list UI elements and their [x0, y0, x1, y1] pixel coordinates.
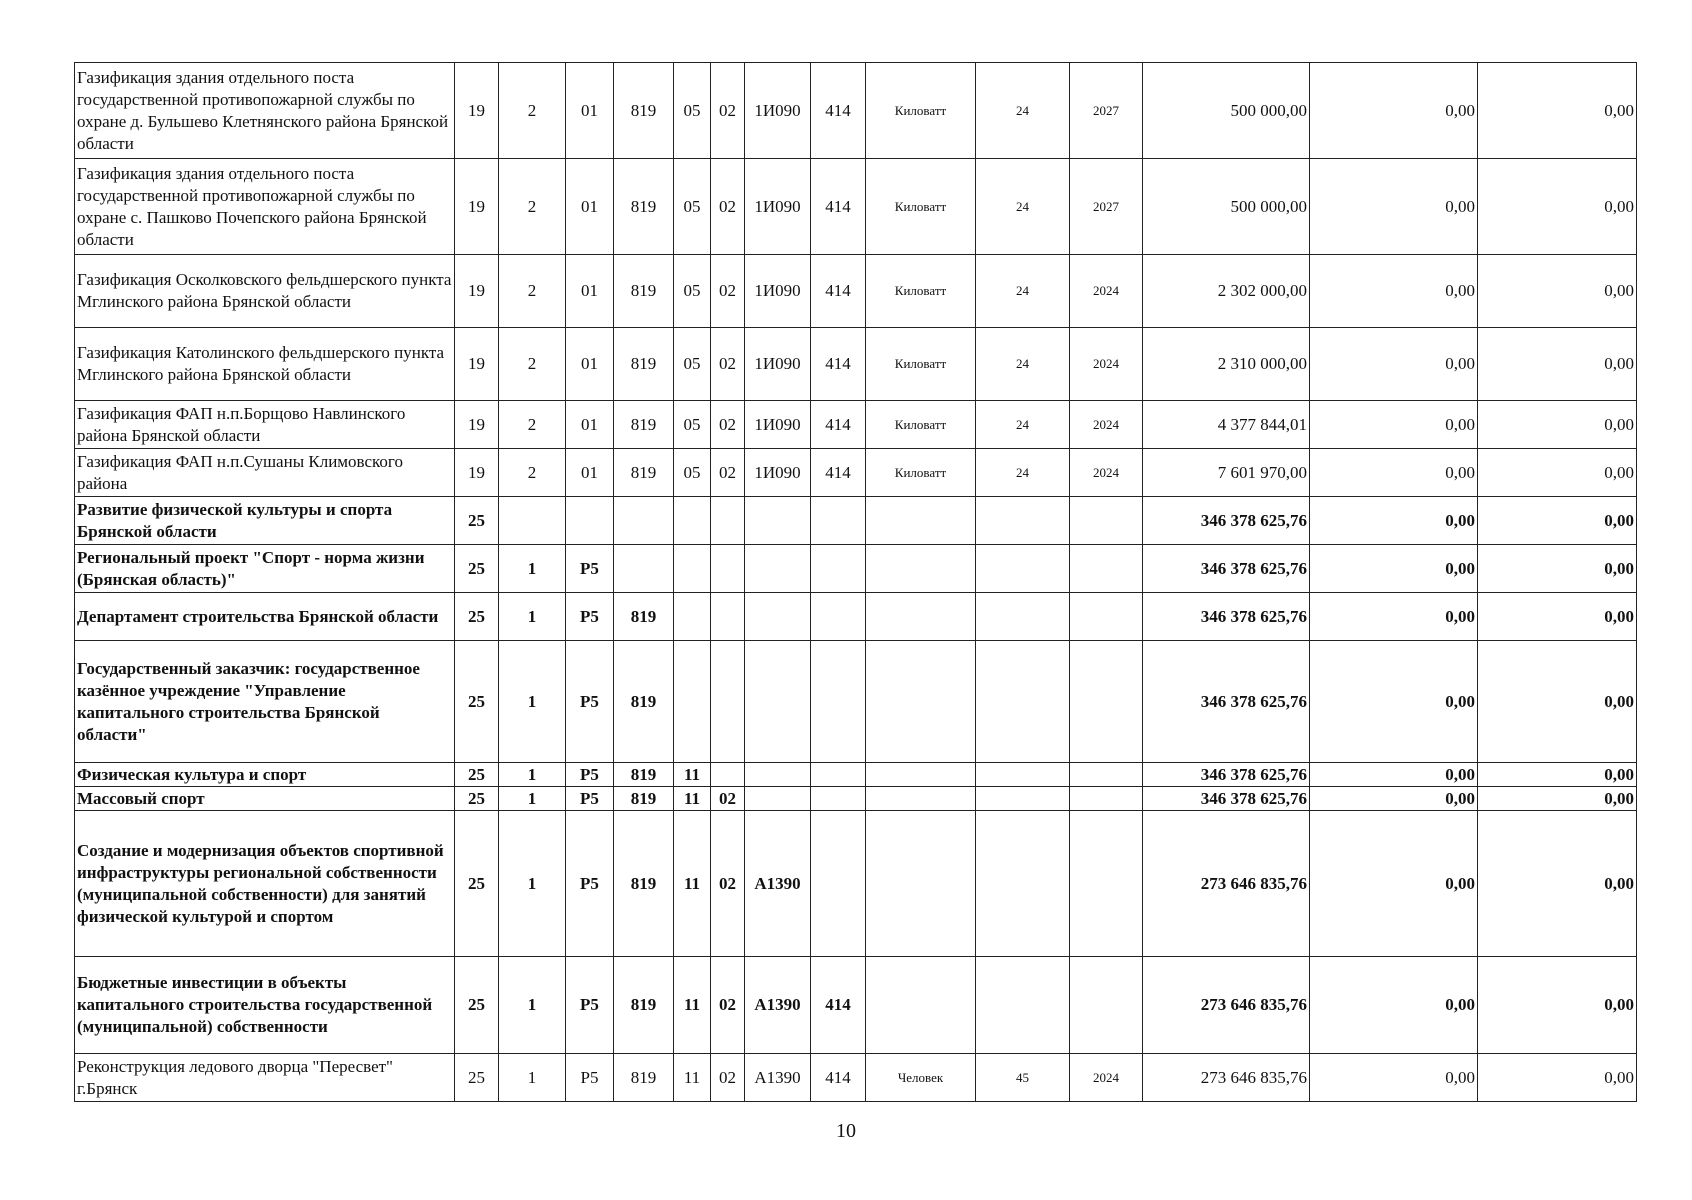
cell-code-expense-type: 414 — [811, 401, 866, 449]
cell-amount-year-3: 0,00 — [1478, 449, 1637, 497]
cell-amount-year-3: 0,00 — [1478, 811, 1637, 957]
cell-item-name: Региональный проект "Спорт - норма жизни (Брянская область)" — [75, 545, 455, 593]
cell-code-ministry: 819 — [614, 1054, 674, 1102]
cell-amount-year-1: 346 378 625,76 — [1143, 641, 1310, 763]
cell-code-subprogram: 1 — [499, 545, 566, 593]
cell-code-subprogram — [499, 497, 566, 545]
cell-unit — [866, 497, 976, 545]
cell-amount-year-1: 346 378 625,76 — [1143, 497, 1310, 545]
cell-code-section: 05 — [674, 449, 711, 497]
cell-code-target — [745, 641, 811, 763]
cell-code-project — [566, 497, 614, 545]
cell-amount-year-2: 0,00 — [1310, 497, 1478, 545]
table-row — [75, 159, 1637, 255]
cell-amount-year-3: 0,00 — [1478, 641, 1637, 763]
table-row — [75, 957, 1637, 1054]
cell-code-section: 05 — [674, 255, 711, 328]
cell-code-expense-type: 414 — [811, 1054, 866, 1102]
cell-code-expense-type — [811, 545, 866, 593]
cell-amount-year-1: 273 646 835,76 — [1143, 811, 1310, 957]
cell-amount-year-3: 0,00 — [1478, 1054, 1637, 1102]
cell-unit — [866, 545, 976, 593]
cell-amount-year-1: 500 000,00 — [1143, 63, 1310, 159]
table-row — [75, 763, 1637, 787]
cell-code-target — [745, 593, 811, 641]
cell-amount-year-2: 0,00 — [1310, 159, 1478, 255]
cell-code-ministry: 819 — [614, 255, 674, 328]
cell-year: 2024 — [1070, 255, 1143, 328]
cell-code-subsection: 02 — [711, 957, 745, 1054]
cell-code-program: 25 — [455, 787, 499, 811]
cell-code-program: 25 — [455, 497, 499, 545]
cell-code-ministry: 819 — [614, 63, 674, 159]
cell-code-ministry: 819 — [614, 401, 674, 449]
cell-code-expense-type: 414 — [811, 159, 866, 255]
cell-code-program: 25 — [455, 545, 499, 593]
cell-code-expense-type: 414 — [811, 63, 866, 159]
cell-code-program: 25 — [455, 763, 499, 787]
cell-amount-year-1: 273 646 835,76 — [1143, 957, 1310, 1054]
cell-code-subprogram: 1 — [499, 957, 566, 1054]
cell-unit: Киловатт — [866, 449, 976, 497]
cell-unit: Человек — [866, 1054, 976, 1102]
cell-year — [1070, 641, 1143, 763]
cell-amount-year-1: 273 646 835,76 — [1143, 1054, 1310, 1102]
cell-code-ministry: 819 — [614, 449, 674, 497]
cell-code-subsection: 02 — [711, 1054, 745, 1102]
cell-code-subsection: 02 — [711, 811, 745, 957]
cell-item-name: Газификация Католинского фельдшерского пункта Мглинского района Брянской области — [75, 328, 455, 401]
cell-code-program: 19 — [455, 63, 499, 159]
cell-capacity — [976, 641, 1070, 763]
cell-year — [1070, 811, 1143, 957]
cell-code-target: 1И090 — [745, 449, 811, 497]
cell-code-target: А1390 — [745, 957, 811, 1054]
cell-code-ministry: 819 — [614, 593, 674, 641]
cell-code-program: 19 — [455, 159, 499, 255]
cell-code-subprogram: 1 — [499, 641, 566, 763]
cell-code-project: 01 — [566, 255, 614, 328]
cell-capacity: 24 — [976, 255, 1070, 328]
table-body — [75, 63, 1637, 1102]
cell-item-name: Газификация здания отдельного поста государственной противопожарной службы по охране с. Пашково Почепского района Брянской области — [75, 159, 455, 255]
cell-code-ministry: 819 — [614, 811, 674, 957]
cell-code-expense-type: 414 — [811, 957, 866, 1054]
cell-amount-year-3: 0,00 — [1478, 763, 1637, 787]
cell-code-subsection: 02 — [711, 255, 745, 328]
cell-item-name: Департамент строительства Брянской области — [75, 593, 455, 641]
cell-amount-year-2: 0,00 — [1310, 401, 1478, 449]
cell-code-section: 11 — [674, 811, 711, 957]
cell-code-subprogram: 1 — [499, 593, 566, 641]
cell-amount-year-3: 0,00 — [1478, 545, 1637, 593]
cell-year — [1070, 593, 1143, 641]
cell-code-subsection — [711, 593, 745, 641]
page-number: 10 — [836, 1120, 856, 1142]
cell-code-section: 05 — [674, 159, 711, 255]
cell-code-target — [745, 497, 811, 545]
cell-code-project: 01 — [566, 328, 614, 401]
cell-amount-year-1: 7 601 970,00 — [1143, 449, 1310, 497]
cell-unit — [866, 641, 976, 763]
cell-code-subprogram: 2 — [499, 328, 566, 401]
table-row — [75, 401, 1637, 449]
cell-code-section — [674, 545, 711, 593]
cell-code-section — [674, 497, 711, 545]
cell-amount-year-1: 2 302 000,00 — [1143, 255, 1310, 328]
cell-code-target: 1И090 — [745, 63, 811, 159]
cell-code-project: 01 — [566, 159, 614, 255]
cell-item-name: Газификация ФАП н.п.Сушаны Климовского района — [75, 449, 455, 497]
table-row — [75, 1054, 1637, 1102]
cell-code-target — [745, 545, 811, 593]
cell-amount-year-2: 0,00 — [1310, 957, 1478, 1054]
budget-table — [74, 62, 1637, 1102]
cell-amount-year-1: 346 378 625,76 — [1143, 763, 1310, 787]
cell-code-section: 11 — [674, 763, 711, 787]
cell-code-section: 11 — [674, 957, 711, 1054]
cell-capacity — [976, 787, 1070, 811]
cell-code-section: 05 — [674, 328, 711, 401]
cell-unit — [866, 787, 976, 811]
cell-code-project: Р5 — [566, 787, 614, 811]
cell-amount-year-2: 0,00 — [1310, 328, 1478, 401]
cell-code-section: 11 — [674, 787, 711, 811]
cell-item-name: Создание и модернизация объектов спортивной инфраструктуры региональной собственности (муниципальной собственности) для занятий физической культурой и спортом — [75, 811, 455, 957]
cell-amount-year-2: 0,00 — [1310, 449, 1478, 497]
cell-year: 2027 — [1070, 159, 1143, 255]
table-row — [75, 787, 1637, 811]
cell-code-ministry: 819 — [614, 763, 674, 787]
cell-code-subprogram: 1 — [499, 763, 566, 787]
cell-amount-year-2: 0,00 — [1310, 255, 1478, 328]
cell-amount-year-1: 346 378 625,76 — [1143, 593, 1310, 641]
cell-amount-year-1: 4 377 844,01 — [1143, 401, 1310, 449]
cell-code-target: 1И090 — [745, 255, 811, 328]
cell-code-subprogram: 2 — [499, 449, 566, 497]
cell-code-section: 05 — [674, 401, 711, 449]
cell-code-expense-type — [811, 593, 866, 641]
cell-code-project: 01 — [566, 401, 614, 449]
cell-capacity — [976, 763, 1070, 787]
cell-unit — [866, 593, 976, 641]
cell-amount-year-2: 0,00 — [1310, 811, 1478, 957]
cell-amount-year-3: 0,00 — [1478, 63, 1637, 159]
cell-code-target: 1И090 — [745, 159, 811, 255]
cell-item-name: Физическая культура и спорт — [75, 763, 455, 787]
cell-code-subsection — [711, 545, 745, 593]
cell-code-program: 25 — [455, 593, 499, 641]
cell-amount-year-3: 0,00 — [1478, 593, 1637, 641]
cell-code-target: 1И090 — [745, 401, 811, 449]
cell-code-expense-type — [811, 787, 866, 811]
table-row — [75, 593, 1637, 641]
cell-amount-year-3: 0,00 — [1478, 497, 1637, 545]
cell-code-section: 05 — [674, 63, 711, 159]
cell-year — [1070, 787, 1143, 811]
cell-item-name: Государственный заказчик: государственное казённое учреждение "Управление капитального строительства Брянской области" — [75, 641, 455, 763]
cell-code-subprogram: 2 — [499, 159, 566, 255]
cell-code-subsection: 02 — [711, 401, 745, 449]
cell-code-subprogram: 1 — [499, 1054, 566, 1102]
cell-code-program: 19 — [455, 255, 499, 328]
cell-amount-year-3: 0,00 — [1478, 255, 1637, 328]
cell-item-name: Развитие физической культуры и спорта Брянской области — [75, 497, 455, 545]
cell-code-ministry: 819 — [614, 957, 674, 1054]
cell-amount-year-3: 0,00 — [1478, 159, 1637, 255]
cell-code-subsection: 02 — [711, 449, 745, 497]
cell-code-ministry: 819 — [614, 787, 674, 811]
cell-code-expense-type: 414 — [811, 255, 866, 328]
cell-capacity: 24 — [976, 401, 1070, 449]
cell-code-target — [745, 787, 811, 811]
cell-amount-year-1: 500 000,00 — [1143, 159, 1310, 255]
cell-code-program: 19 — [455, 401, 499, 449]
cell-amount-year-2: 0,00 — [1310, 641, 1478, 763]
cell-code-project: Р5 — [566, 545, 614, 593]
cell-unit: Киловатт — [866, 255, 976, 328]
cell-code-expense-type — [811, 641, 866, 763]
cell-capacity: 45 — [976, 1054, 1070, 1102]
cell-code-subprogram: 2 — [499, 63, 566, 159]
cell-capacity: 24 — [976, 328, 1070, 401]
cell-unit: Киловатт — [866, 159, 976, 255]
cell-unit — [866, 763, 976, 787]
cell-code-section — [674, 641, 711, 763]
cell-code-expense-type: 414 — [811, 449, 866, 497]
cell-code-program: 25 — [455, 1054, 499, 1102]
cell-code-ministry — [614, 545, 674, 593]
cell-code-subsection: 02 — [711, 159, 745, 255]
cell-code-expense-type: 414 — [811, 328, 866, 401]
cell-code-program: 25 — [455, 811, 499, 957]
cell-code-subprogram: 1 — [499, 811, 566, 957]
cell-code-project: Р5 — [566, 763, 614, 787]
cell-capacity: 24 — [976, 63, 1070, 159]
cell-amount-year-1: 346 378 625,76 — [1143, 787, 1310, 811]
cell-capacity — [976, 957, 1070, 1054]
cell-item-name: Массовый спорт — [75, 787, 455, 811]
cell-code-subsection — [711, 641, 745, 763]
cell-capacity: 24 — [976, 449, 1070, 497]
cell-code-ministry: 819 — [614, 641, 674, 763]
cell-code-subprogram: 1 — [499, 787, 566, 811]
cell-code-subsection: 02 — [711, 63, 745, 159]
cell-year: 2024 — [1070, 401, 1143, 449]
cell-year — [1070, 957, 1143, 1054]
cell-year — [1070, 497, 1143, 545]
cell-unit — [866, 957, 976, 1054]
cell-amount-year-3: 0,00 — [1478, 401, 1637, 449]
table-row — [75, 545, 1637, 593]
table-row — [75, 328, 1637, 401]
cell-code-expense-type — [811, 763, 866, 787]
cell-item-name: Бюджетные инвестиции в объекты капитального строительства государственной (муниципальной) собственности — [75, 957, 455, 1054]
cell-code-section — [674, 593, 711, 641]
cell-code-ministry: 819 — [614, 159, 674, 255]
cell-code-subsection — [711, 497, 745, 545]
cell-amount-year-2: 0,00 — [1310, 545, 1478, 593]
cell-item-name: Газификация здания отдельного поста государственной противопожарной службы по охране д. Бульшево Клетнянского района Брянской области — [75, 63, 455, 159]
cell-capacity — [976, 497, 1070, 545]
cell-code-ministry — [614, 497, 674, 545]
cell-amount-year-3: 0,00 — [1478, 957, 1637, 1054]
cell-code-program: 25 — [455, 957, 499, 1054]
cell-code-project: Р5 — [566, 957, 614, 1054]
cell-capacity: 24 — [976, 159, 1070, 255]
cell-code-expense-type — [811, 811, 866, 957]
cell-code-program: 19 — [455, 449, 499, 497]
cell-item-name: Газификация ФАП н.п.Борщово Навлинского района Брянской области — [75, 401, 455, 449]
cell-amount-year-1: 346 378 625,76 — [1143, 545, 1310, 593]
cell-year: 2024 — [1070, 449, 1143, 497]
cell-amount-year-2: 0,00 — [1310, 787, 1478, 811]
cell-code-project: Р5 — [566, 593, 614, 641]
cell-unit: Киловатт — [866, 328, 976, 401]
cell-year: 2024 — [1070, 1054, 1143, 1102]
cell-code-ministry: 819 — [614, 328, 674, 401]
cell-unit: Киловатт — [866, 63, 976, 159]
cell-capacity — [976, 593, 1070, 641]
cell-code-target — [745, 763, 811, 787]
table-row — [75, 641, 1637, 763]
cell-year: 2027 — [1070, 63, 1143, 159]
cell-code-project: Р5 — [566, 1054, 614, 1102]
cell-amount-year-2: 0,00 — [1310, 763, 1478, 787]
cell-amount-year-2: 0,00 — [1310, 63, 1478, 159]
table-row — [75, 63, 1637, 159]
cell-unit — [866, 811, 976, 957]
cell-code-subsection: 02 — [711, 328, 745, 401]
cell-code-program: 25 — [455, 641, 499, 763]
table-row — [75, 497, 1637, 545]
table-row — [75, 449, 1637, 497]
cell-amount-year-2: 0,00 — [1310, 1054, 1478, 1102]
cell-year — [1070, 763, 1143, 787]
cell-code-subprogram: 2 — [499, 401, 566, 449]
cell-code-program: 19 — [455, 328, 499, 401]
cell-amount-year-3: 0,00 — [1478, 328, 1637, 401]
cell-code-subsection: 02 — [711, 787, 745, 811]
cell-year — [1070, 545, 1143, 593]
cell-code-section: 11 — [674, 1054, 711, 1102]
cell-capacity — [976, 545, 1070, 593]
cell-item-name: Реконструкция ледового дворца "Пересвет" г.Брянск — [75, 1054, 455, 1102]
cell-code-target: 1И090 — [745, 328, 811, 401]
cell-unit: Киловатт — [866, 401, 976, 449]
cell-code-target: А1390 — [745, 811, 811, 957]
cell-code-project: 01 — [566, 449, 614, 497]
table-row — [75, 255, 1637, 328]
cell-amount-year-2: 0,00 — [1310, 593, 1478, 641]
cell-amount-year-3: 0,00 — [1478, 787, 1637, 811]
cell-code-expense-type — [811, 497, 866, 545]
cell-item-name: Газификация Осколковского фельдшерского пункта Мглинского района Брянской области — [75, 255, 455, 328]
cell-code-project: Р5 — [566, 811, 614, 957]
cell-year: 2024 — [1070, 328, 1143, 401]
cell-capacity — [976, 811, 1070, 957]
cell-code-subprogram: 2 — [499, 255, 566, 328]
cell-code-target: А1390 — [745, 1054, 811, 1102]
cell-amount-year-1: 2 310 000,00 — [1143, 328, 1310, 401]
cell-code-subsection — [711, 763, 745, 787]
cell-code-project: 01 — [566, 63, 614, 159]
table-row — [75, 811, 1637, 957]
cell-code-project: Р5 — [566, 641, 614, 763]
